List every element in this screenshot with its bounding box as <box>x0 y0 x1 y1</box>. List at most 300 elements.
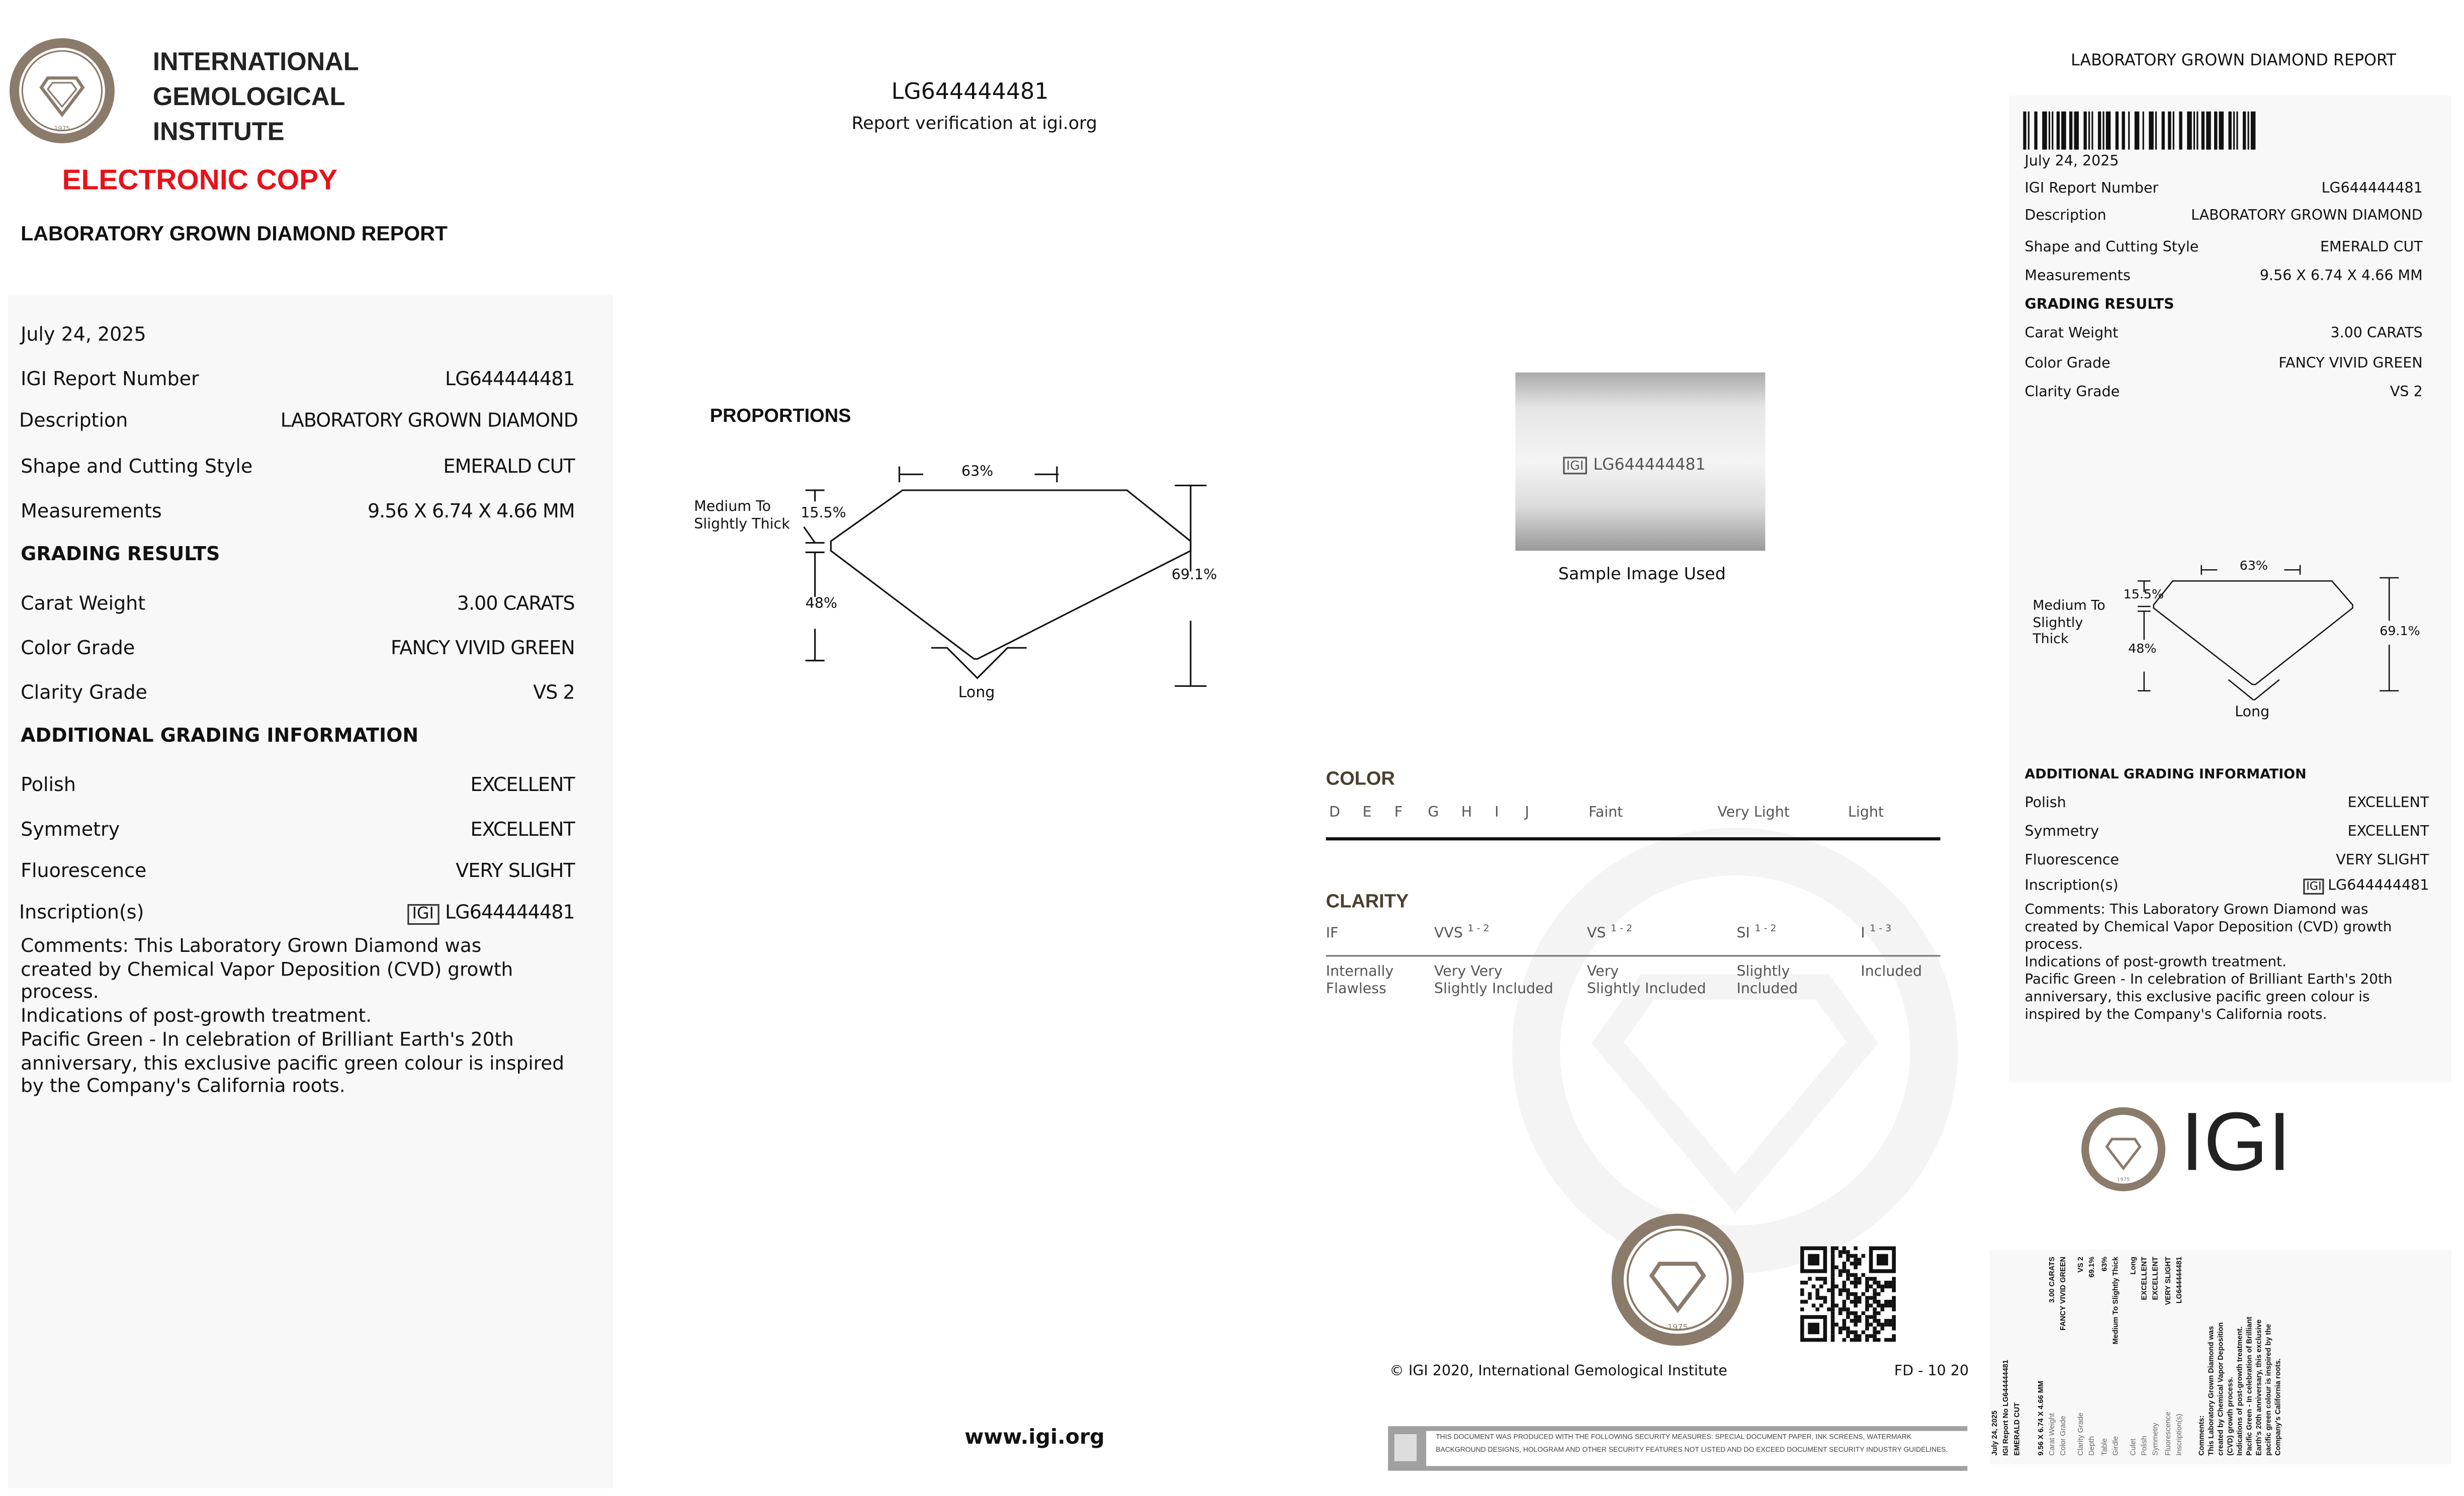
qr-module <box>1804 1281 1808 1285</box>
qr-module <box>1834 1284 1838 1288</box>
form-code: FD - 10 20 <box>1894 1364 1969 1380</box>
qr-module <box>1892 1296 1896 1300</box>
barcode-bar <box>2155 112 2157 150</box>
right-table-percent: 63% <box>2239 559 2268 573</box>
qr-module <box>1838 1292 1842 1296</box>
qr-module <box>1892 1315 1896 1319</box>
qr-module <box>1846 1307 1850 1311</box>
qr-module <box>1831 1311 1835 1315</box>
svg-text:1975: 1975 <box>2117 1177 2130 1183</box>
qr-module <box>1892 1288 1896 1292</box>
field-fluorescence: Fluorescence VERY SLIGHT <box>21 859 575 882</box>
qr-module <box>1834 1303 1838 1307</box>
barcode-bar <box>2074 112 2079 150</box>
qr-module <box>1884 1284 1888 1288</box>
right-field-clarity: Clarity Grade VS 2 <box>2025 385 2423 401</box>
color-range: Light <box>1848 805 1884 822</box>
report-number-heading: LG644444481 <box>891 79 1049 105</box>
qr-module <box>1831 1247 1835 1251</box>
barcode-bar <box>2034 112 2037 150</box>
verification-link[interactable]: Report verification at igi.org <box>851 113 1097 134</box>
color-grade: J <box>1525 805 1529 822</box>
qr-module <box>1846 1273 1850 1277</box>
qr-module <box>1873 1311 1877 1315</box>
depth-percent: 69.1% <box>1171 568 1217 584</box>
qr-module <box>1834 1247 1838 1251</box>
barcode-bar <box>2179 112 2182 150</box>
qr-module <box>1831 1281 1835 1285</box>
right-culet-label: Long <box>2235 705 2270 721</box>
qr-module <box>1846 1334 1850 1338</box>
qr-module <box>1850 1262 1854 1266</box>
qr-module <box>1865 1334 1869 1338</box>
clarity-description: Very Very Slightly Included <box>1434 964 1553 998</box>
barcode-bar <box>2052 112 2053 150</box>
qr-module <box>1831 1331 1835 1335</box>
qr-module <box>1854 1315 1858 1319</box>
barcode-bar <box>2084 112 2087 150</box>
barcode-bar <box>2187 112 2191 150</box>
barcode-bar <box>2143 112 2144 150</box>
qr-module <box>1884 1319 1888 1323</box>
qr-module <box>1842 1307 1846 1311</box>
qr-module <box>1884 1300 1888 1304</box>
qr-module <box>1854 1281 1858 1285</box>
qr-module <box>1846 1327 1850 1331</box>
qr-module <box>1873 1292 1877 1296</box>
qr-module <box>1831 1273 1835 1277</box>
qr-module <box>1892 1303 1896 1307</box>
qr-module <box>1854 1254 1858 1258</box>
qr-module <box>1877 1303 1881 1307</box>
qr-module <box>1850 1273 1854 1277</box>
right-field-symmetry: Symmetry EXCELLENT <box>2025 824 2429 841</box>
qr-module <box>1846 1296 1850 1300</box>
barcode-bar <box>2042 112 2047 150</box>
clarity-grade: SI $^{1 - 2}$ <box>1736 923 1777 942</box>
qr-module <box>1831 1250 1835 1254</box>
qr-module <box>1815 1307 1819 1311</box>
qr-module <box>1850 1254 1854 1258</box>
qr-module <box>1858 1319 1862 1323</box>
qr-module <box>1808 1323 1819 1334</box>
qr-module <box>1842 1250 1846 1254</box>
right-field-polish: Polish EXCELLENT <box>2025 796 2429 812</box>
field-measurements: Measurements 9.56 X 6.74 X 4.66 MM <box>21 499 575 522</box>
qr-module <box>1831 1254 1835 1258</box>
qr-module <box>1892 1319 1896 1323</box>
pavilion-percent: 48% <box>805 597 838 613</box>
qr-module <box>1865 1296 1869 1300</box>
qr-module <box>1831 1288 1835 1292</box>
qr-module <box>1838 1331 1842 1335</box>
qr-module <box>1838 1288 1842 1292</box>
right-field-inscription: Inscription(s) IGI LG644444481 <box>2025 878 2429 895</box>
qr-module <box>1838 1254 1842 1258</box>
qr-module <box>1858 1315 1862 1319</box>
qr-module <box>1850 1338 1854 1342</box>
qr-module <box>1800 1300 1804 1304</box>
barcode-bar <box>2193 112 2195 150</box>
clarity-scale-heading: CLARITY <box>1326 890 1409 912</box>
qr-module <box>1858 1338 1862 1342</box>
qr-module <box>1854 1311 1858 1315</box>
qr-module <box>1808 1277 1812 1281</box>
qr-module <box>1842 1303 1846 1307</box>
barcode-bar <box>2202 112 2205 150</box>
barcode-bar <box>2106 112 2110 150</box>
qr-module <box>1823 1300 1827 1304</box>
qr-module <box>1846 1288 1850 1292</box>
qr-module <box>1831 1307 1835 1311</box>
qr-module <box>1865 1284 1869 1288</box>
qr-module <box>1838 1327 1842 1331</box>
qr-module <box>1892 1277 1896 1281</box>
qr-module <box>1869 1323 1873 1327</box>
qr-module <box>1846 1250 1850 1254</box>
right-field-description: Description LABORATORY GROWN DIAMOND <box>2025 208 2423 225</box>
barcode-bar <box>2069 112 2072 150</box>
qr-module <box>1877 1319 1881 1323</box>
qr-module <box>1834 1323 1838 1327</box>
qr-module <box>1865 1300 1869 1304</box>
barcode <box>2023 112 2262 150</box>
strip-row: Inscription(s) LG644444481 <box>2175 1257 2183 1456</box>
qr-module <box>1846 1315 1850 1319</box>
qr-module <box>1823 1296 1827 1300</box>
qr-module <box>1842 1284 1846 1288</box>
qr-module <box>1869 1284 1873 1288</box>
barcode-bar <box>2122 112 2125 150</box>
qr-module <box>1808 1254 1819 1266</box>
qr-module <box>1873 1288 1877 1292</box>
qr-module <box>1838 1311 1842 1315</box>
qr-module <box>1831 1303 1835 1307</box>
qr-module <box>1815 1277 1819 1281</box>
strip-row: Culet Long <box>2129 1257 2137 1456</box>
qr-module <box>1884 1281 1888 1285</box>
qr-module <box>1877 1300 1881 1304</box>
qr-module <box>1858 1334 1862 1338</box>
barcode-bar <box>2196 112 2198 150</box>
qr-module <box>1838 1307 1842 1311</box>
qr-module <box>1831 1262 1835 1266</box>
right-field-report-number: IGI Report Number LG644444481 <box>2025 181 2423 198</box>
qr-module <box>1881 1307 1885 1311</box>
color-range: Very Light <box>1717 805 1790 822</box>
qr-module <box>1842 1281 1846 1285</box>
clarity-grade: IF <box>1326 926 1339 942</box>
qr-module <box>1873 1338 1877 1342</box>
barcode-bar <box>2251 112 2255 150</box>
barcode-bar <box>2248 112 2249 150</box>
igi-seal-logo <box>7 35 118 147</box>
qr-module <box>1831 1292 1835 1296</box>
barcode-bar <box>2049 112 2050 150</box>
barcode-bar <box>2028 112 2030 150</box>
qr-module <box>1808 1292 1812 1296</box>
qr-module <box>1862 1292 1866 1296</box>
qr-module <box>1854 1284 1858 1288</box>
security-notice: THIS DOCUMENT WAS PRODUCED WITH THE FOLLOWING SECURITY MEASURES: SPECIAL DOCUMENT PAPER, INK SCREENS, WATERMARK BACKGROUND DESIGNS, HOLOGRAM AND OTHER SECURITY FEATURES NOT LISTED AND DO EXCEED DOCUMENT SECURITY INDUSTRY GUIDELINES. <box>1388 1426 1967 1471</box>
right-report-title: LABORATORY GROWN DIAMOND REPORT <box>2071 52 2397 70</box>
qr-module <box>1892 1307 1896 1311</box>
strip-row: Girdle Medium To Slightly Thick <box>2111 1257 2120 1456</box>
qr-module <box>1877 1338 1881 1342</box>
right-field-carat: Carat Weight 3.00 CARATS <box>2025 326 2423 342</box>
qr-module <box>1854 1296 1858 1300</box>
qr-module <box>1877 1284 1881 1288</box>
qr-module <box>1831 1338 1835 1342</box>
qr-module <box>1854 1292 1858 1296</box>
qr-module <box>1862 1254 1866 1258</box>
qr-module <box>1869 1277 1873 1281</box>
qr-module <box>1869 1334 1873 1338</box>
qr-module <box>1858 1300 1862 1304</box>
field-description: Description LABORATORY GROWN DIAMOND <box>19 409 578 431</box>
qr-module <box>1842 1269 1846 1273</box>
barcode-bar <box>2173 112 2174 150</box>
qr-module <box>1873 1319 1877 1323</box>
color-scale-divider <box>1326 837 1941 840</box>
field-report-number: IGI Report Number LG644444481 <box>21 368 575 390</box>
qr-module <box>1804 1300 1808 1304</box>
qr-module <box>1858 1262 1862 1266</box>
qr-module <box>1854 1334 1858 1338</box>
qr-code[interactable] <box>1800 1247 1896 1342</box>
qr-module <box>1881 1327 1885 1331</box>
qr-module <box>1858 1281 1862 1285</box>
qr-module <box>1873 1300 1877 1304</box>
qr-module <box>1846 1311 1850 1315</box>
qr-module <box>1831 1327 1835 1331</box>
qr-module <box>1888 1284 1892 1288</box>
electronic-copy-label: ELECTRONIC COPY <box>62 164 338 196</box>
barcode-bar <box>2057 112 2060 150</box>
qr-module <box>1815 1292 1819 1296</box>
qr-module <box>1873 1327 1877 1331</box>
qr-module <box>1842 1319 1846 1323</box>
right-pavilion-percent: 48% <box>2128 641 2157 656</box>
qr-module <box>1850 1331 1854 1335</box>
qr-module <box>1834 1265 1838 1269</box>
right-girdle-label: Medium To Slightly Thick <box>2033 598 2105 648</box>
qr-module <box>1881 1303 1885 1307</box>
svg-text:1975: 1975 <box>54 124 70 132</box>
qr-module <box>1819 1284 1823 1288</box>
qr-module <box>1892 1334 1896 1338</box>
culet-label: Long <box>958 684 995 702</box>
barcode-bar <box>2214 112 2217 150</box>
qr-module <box>1854 1303 1858 1307</box>
igi-wordmark: IGI <box>2180 1096 2292 1189</box>
qr-module <box>1831 1319 1835 1323</box>
qr-module <box>1865 1307 1869 1311</box>
qr-module <box>1850 1281 1854 1285</box>
qr-module <box>1827 1307 1831 1311</box>
barcode-bar <box>2233 112 2235 150</box>
qr-module <box>1854 1262 1858 1266</box>
qr-module <box>1873 1334 1877 1338</box>
qr-module <box>1873 1281 1877 1285</box>
qr-module <box>1842 1265 1846 1269</box>
qr-module <box>1873 1331 1877 1335</box>
qr-module <box>1842 1262 1846 1266</box>
qr-module <box>1858 1296 1862 1300</box>
clarity-description: Slightly Included <box>1736 964 1798 998</box>
qr-module <box>1884 1323 1888 1327</box>
strip-row: Fluorescence VERY SLIGHT <box>2163 1257 2172 1456</box>
right-comments: Comments: This Laboratory Grown Diamond was created by Chemical Vapor Deposition (CVD) growth process. Indications of post-growth treatment. Pacific Green - In celebration of Brilliant Earth's 20th anniversary, this exclusive pacific green colour is inspired by the Company's California roots. <box>2025 902 2393 1024</box>
barcode-bar <box>2135 112 2139 150</box>
qr-module <box>1888 1319 1892 1323</box>
field-carat: Carat Weight 3.00 CARATS <box>21 592 575 614</box>
right-depth-percent: 69.1% <box>2380 624 2420 639</box>
strip-row: Table 63% <box>2099 1257 2108 1456</box>
laser-inscription: IGI LG644444481 <box>1563 457 1705 474</box>
qr-module <box>1815 1288 1819 1292</box>
qr-module <box>1831 1296 1835 1300</box>
strip-row: Color Grade FANCY VIVID GREEN <box>2059 1257 2067 1456</box>
color-scale-heading: COLOR <box>1326 767 1395 790</box>
qr-module <box>1858 1277 1862 1281</box>
barcode-bar <box>2162 112 2165 150</box>
qr-module <box>1846 1254 1850 1258</box>
qr-module <box>1842 1288 1846 1292</box>
qr-module <box>1854 1319 1858 1323</box>
institute-line: GEMOLOGICAL <box>152 84 345 112</box>
qr-module <box>1846 1331 1850 1335</box>
igi-seal-logo <box>2079 1105 2168 1194</box>
qr-module <box>1800 1307 1804 1311</box>
qr-module <box>1838 1269 1842 1273</box>
qr-module <box>1873 1315 1877 1319</box>
field-inscription: Inscription(s) IGI LG644444481 <box>19 901 575 923</box>
qr-module <box>1884 1338 1888 1342</box>
qr-module <box>1892 1327 1896 1331</box>
field-shape: Shape and Cutting Style EMERALD CUT <box>21 455 575 478</box>
copyright: © IGI 2020, International Gemological Institute <box>1389 1364 1727 1380</box>
qr-module <box>1846 1277 1850 1281</box>
comments: Comments: This Laboratory Grown Diamond was created by Chemical Vapor Deposition (CVD) growth process. Indications of post-growth treatment. Pacific Green - In celebration of Brilliant Earth's 20th anniversary, this exclusive pacific green colour is inspired by the Company's California roots. <box>21 934 564 1097</box>
qr-module <box>1850 1300 1854 1304</box>
strip-row: Clarity Grade VS 2 <box>2076 1257 2085 1456</box>
barcode-bar <box>2229 112 2232 150</box>
qr-module <box>1892 1338 1896 1342</box>
clarity-description: Internally Flawless <box>1326 964 1394 998</box>
barcode-bar <box>2061 112 2066 150</box>
report-title: LABORATORY GROWN DIAMOND REPORT <box>21 221 448 245</box>
qr-module <box>1873 1296 1877 1300</box>
color-range: Faint <box>1589 805 1623 822</box>
qr-module <box>1854 1273 1858 1277</box>
color-grade: E <box>1362 805 1372 822</box>
color-grade: H <box>1461 805 1472 822</box>
qr-module <box>1842 1247 1846 1251</box>
institute-line: INSTITUTE <box>152 119 285 147</box>
qr-module <box>1881 1284 1885 1288</box>
clarity-grade: VS $^{1 - 2}$ <box>1587 923 1633 942</box>
right-grading-heading: GRADING RESULTS <box>2025 297 2174 314</box>
color-grade: D <box>1329 805 1341 822</box>
qr-module <box>1812 1303 1816 1307</box>
qr-module <box>1831 1300 1835 1304</box>
qr-module <box>1865 1303 1869 1307</box>
strip-row: Carat Weight 3.00 CARATS <box>2047 1257 2056 1456</box>
qr-module <box>1854 1265 1858 1269</box>
right-date: July 24, 2025 <box>2025 154 2119 170</box>
qr-module <box>1862 1331 1866 1335</box>
clarity-grade: I $^{1 - 3}$ <box>1861 923 1892 942</box>
qr-module <box>1831 1334 1835 1338</box>
barcode-bar <box>2088 112 2090 150</box>
barcode-bar <box>2102 112 2104 150</box>
qr-module <box>1823 1281 1827 1285</box>
qr-module <box>1877 1311 1881 1315</box>
qr-module <box>1865 1327 1869 1331</box>
qr-module <box>1854 1323 1858 1327</box>
clarity-grade: VVS $^{1 - 2}$ <box>1434 923 1489 942</box>
qr-module <box>1831 1323 1835 1327</box>
qr-module <box>1850 1319 1854 1323</box>
igi-inscription-icon: IGI <box>1563 457 1587 474</box>
barcode-bar <box>2206 112 2211 150</box>
qr-module <box>1831 1277 1835 1281</box>
qr-module <box>1892 1281 1896 1285</box>
qr-module <box>1831 1269 1835 1273</box>
qr-module <box>1831 1284 1835 1288</box>
qr-module <box>1800 1292 1804 1296</box>
color-grade: I <box>1494 805 1499 822</box>
igi-seal-logo <box>1608 1210 1748 1350</box>
field-polish: Polish EXCELLENT <box>21 773 575 796</box>
qr-module <box>1838 1273 1842 1277</box>
strip-row: Polish EXCELLENT <box>2140 1257 2149 1456</box>
qr-module <box>1808 1296 1812 1300</box>
qr-module <box>1850 1311 1854 1315</box>
qr-module <box>1862 1273 1866 1277</box>
barcode-bar <box>2023 112 2026 150</box>
qr-module <box>1873 1277 1877 1281</box>
field-clarity: Clarity Grade VS 2 <box>21 681 575 704</box>
rotated-summary-strip: July 24, 2025 IGI Report No LG644444481 EMERALD CUT 9.56 X 6.74 X 4.66 MM Carat Weight 3.00 CARATS Color Grade FANCY VIVID GREEN Clarity Grade VS 2 Depth 69.1% Table 63% Girdle Medium To Slightly Thick Culet Long Polish EXCELLENT Symmetry EXCELLENT Fluorescence VERY SLIGHT Inscription(s) LG644444481 Comments: This Laboratory Grown Diamond was created by Chemical Vapor Deposition (CVD) growth process. Indications of post-growth treatment. Pacific Green - In celebration of Brilliant Earth's 20th anniversary, this exclusive pacific green colour is inspired by the Company's California roots. <box>1990 1257 2282 1456</box>
qr-module <box>1800 1288 1804 1292</box>
girdle-label: Medium To Slightly Thick <box>694 499 790 534</box>
qr-module <box>1831 1315 1835 1319</box>
qr-module <box>1877 1292 1881 1296</box>
qr-module <box>1869 1315 1873 1319</box>
qr-module <box>1892 1323 1896 1327</box>
qr-module <box>1892 1284 1896 1288</box>
barcode-bar <box>2116 112 2119 150</box>
website-link[interactable]: www.igi.org <box>964 1426 1105 1450</box>
qr-module <box>1888 1281 1892 1285</box>
clarity-scale <box>1326 915 1947 1011</box>
qr-module <box>1854 1277 1858 1281</box>
igi-inscription-icon: IGI <box>2303 878 2325 895</box>
right-field-shape: Shape and Cutting Style EMERALD CUT <box>2025 240 2423 256</box>
proportions-heading: PROPORTIONS <box>710 404 851 427</box>
barcode-bar <box>2091 112 2093 150</box>
qr-module <box>1815 1296 1819 1300</box>
qr-module <box>1888 1338 1892 1342</box>
qr-module <box>1846 1269 1850 1273</box>
right-field-color: Color Grade FANCY VIVID GREEN <box>2025 357 2423 373</box>
qr-module <box>1827 1288 1831 1292</box>
barcode-bar <box>2236 112 2238 150</box>
qr-module <box>1846 1292 1850 1296</box>
qr-module <box>1865 1281 1869 1285</box>
